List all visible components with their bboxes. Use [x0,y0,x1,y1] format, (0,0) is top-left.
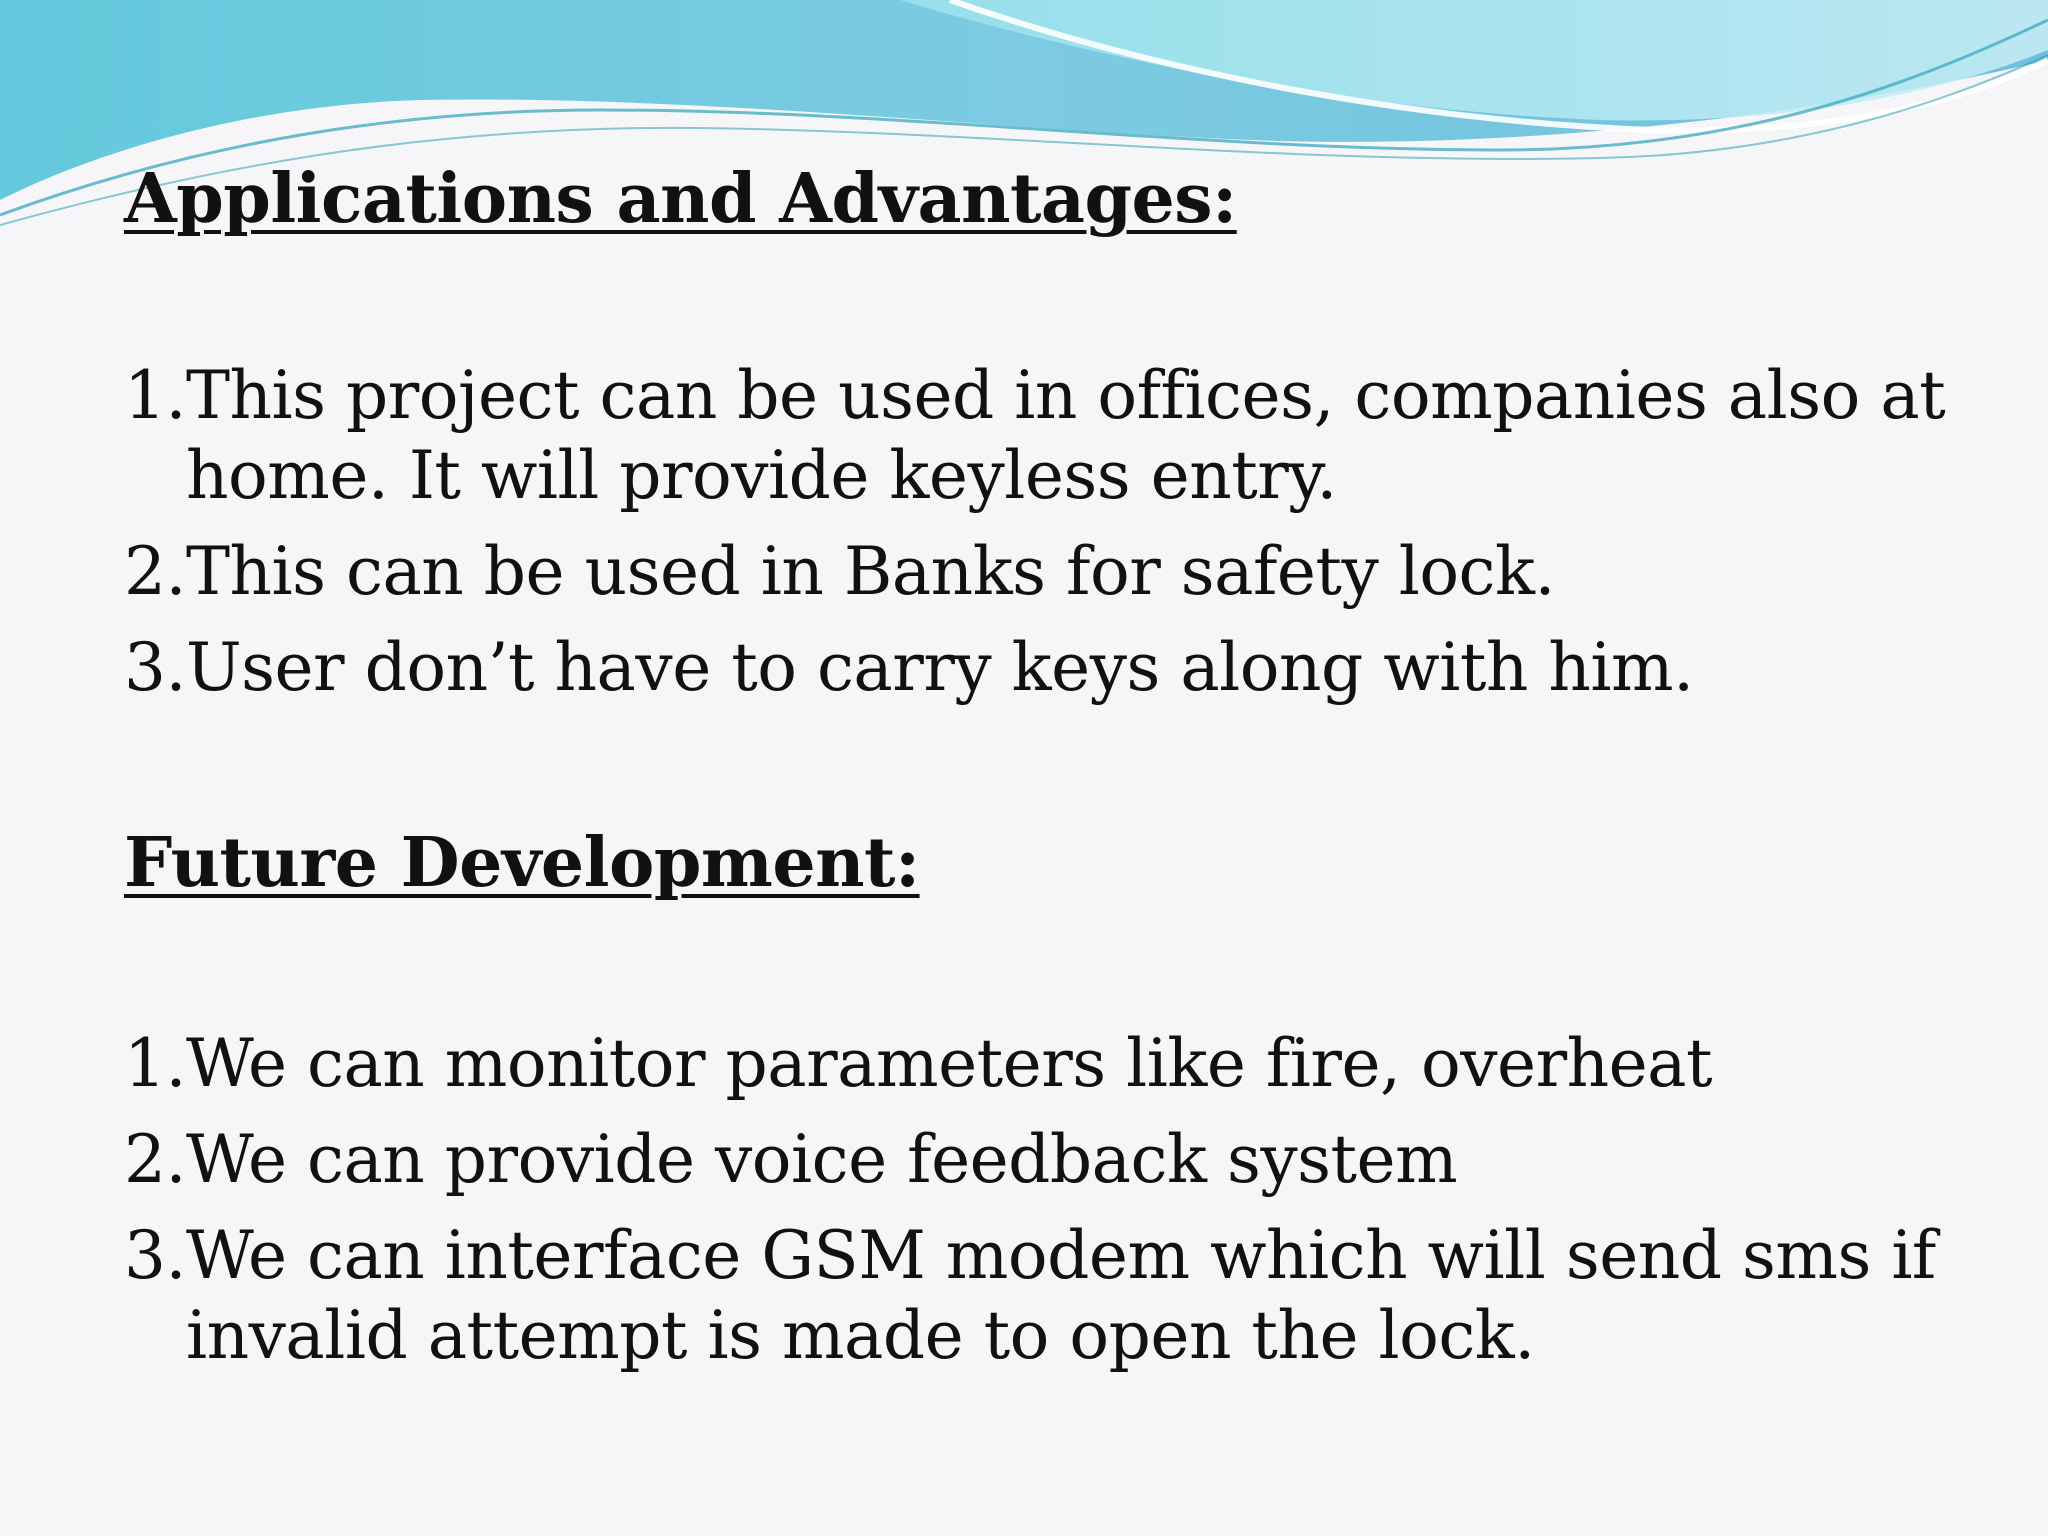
list-item-text: We can monitor parameters like fire, overheat [186,1025,1713,1102]
applications-list [124,356,1984,724]
list-item-number: 1. [124,1025,186,1102]
list-item [124,1120,1984,1200]
list-item-text: We can interface GSM modem which will send sms if invalid attempt is made to open the lock. [186,1217,1936,1374]
list-item [124,356,1984,516]
list-item [124,628,1984,708]
list-item-text: This project can be used in offices, companies also at home. It will provide keyless entry. [186,357,1946,514]
list-item-number: 1. [124,357,186,434]
future-development-list [124,1024,1984,1392]
list-item-number: 3. [124,1217,186,1294]
list-item [124,1024,1984,1104]
list-item [124,532,1984,612]
list-item-text: User don’t have to carry keys along with him. [186,629,1694,706]
list-item [124,1216,1984,1376]
section-heading-applications: Applications and Advantages: [124,159,1237,239]
list-item-number: 2. [124,533,186,610]
section-heading-future-development: Future Development: [124,823,920,903]
list-item-number: 3. [124,629,186,706]
list-item-text: This can be used in Banks for safety lock. [186,533,1555,610]
list-item-text: We can provide voice feedback system [186,1121,1458,1198]
list-item-number: 2. [124,1121,186,1198]
